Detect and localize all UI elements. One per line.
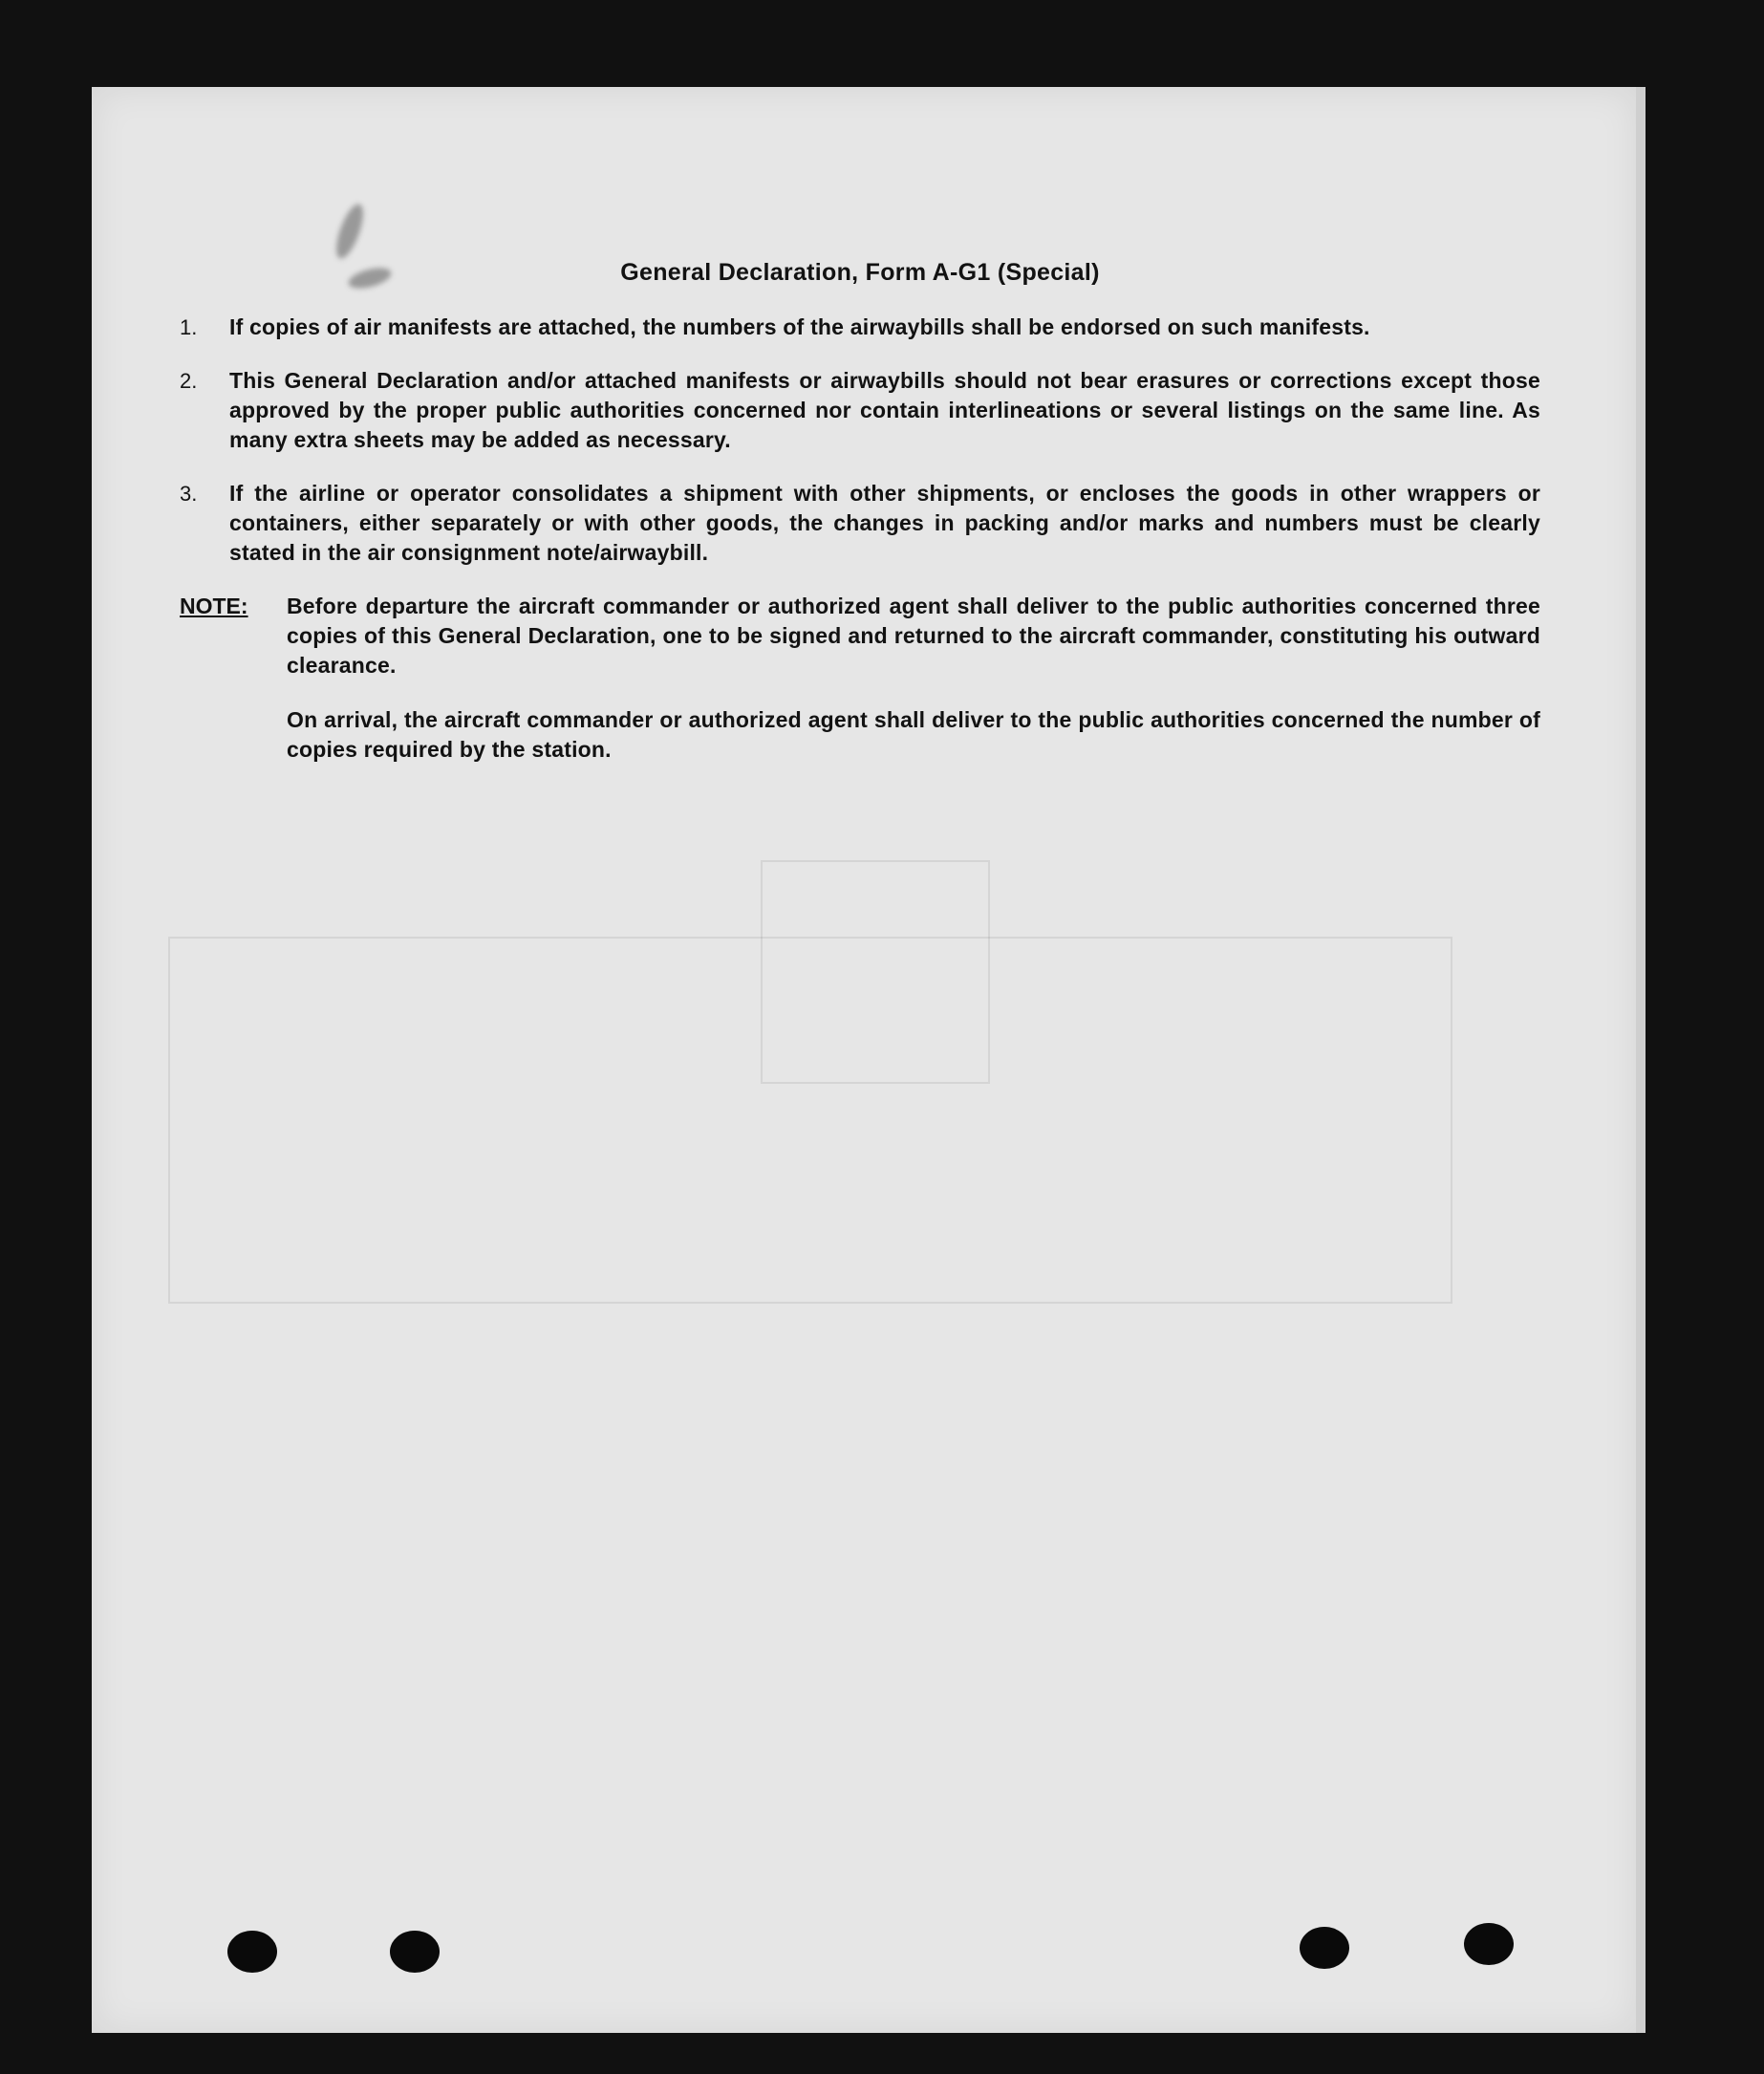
note-paragraph: Before departure the aircraft commander or authorized agent shall deliver to the public authorities concerned three copies of this General Declaration, one to be signed and returned to the aircraft commander, constituting his outward clearance. — [287, 594, 1540, 678]
note-body — [287, 592, 1540, 789]
punch-hole — [227, 1931, 277, 1973]
declaration-text — [180, 258, 1540, 789]
punch-hole — [1464, 1923, 1514, 1965]
item-number: 1. — [180, 315, 198, 339]
item-text: If copies of air manifests are attached, the numbers of the airwaybills shall be endorsed on such manifests. — [229, 314, 1370, 339]
bleed-through-inner-box — [761, 860, 990, 1084]
paper-edge — [1636, 87, 1646, 2033]
list-item — [180, 366, 1540, 455]
list-item — [180, 479, 1540, 568]
note-paragraph: On arrival, the aircraft commander or authorized agent shall deliver to the public authorities concerned the number of copies required by the station. — [287, 707, 1540, 762]
item-text: If the airline or operator consolidates a shipment with other shipments, or encloses the goods in other wrappers or containers, either separately or with other goods, the changes in packing and/or marks and numbers must be clearly stated in the air consignment note/airwaybill. — [229, 481, 1540, 565]
document-title: General Declaration, Form A-G1 (Special) — [620, 259, 1100, 286]
item-text: This General Declaration and/or attached manifests or airwaybills should not bear erasures or corrections except those approved by the proper public authorities concerned nor contain interlineations or several listings on the same line. As many extra sheets may be added as necessary. — [229, 368, 1540, 452]
punch-hole — [390, 1931, 440, 1973]
list-item — [180, 313, 1540, 342]
item-number: 3. — [180, 482, 198, 506]
punch-hole — [1300, 1927, 1349, 1969]
note-section — [180, 592, 1540, 789]
item-number: 2. — [180, 369, 198, 393]
note-label: NOTE: — [180, 594, 248, 618]
